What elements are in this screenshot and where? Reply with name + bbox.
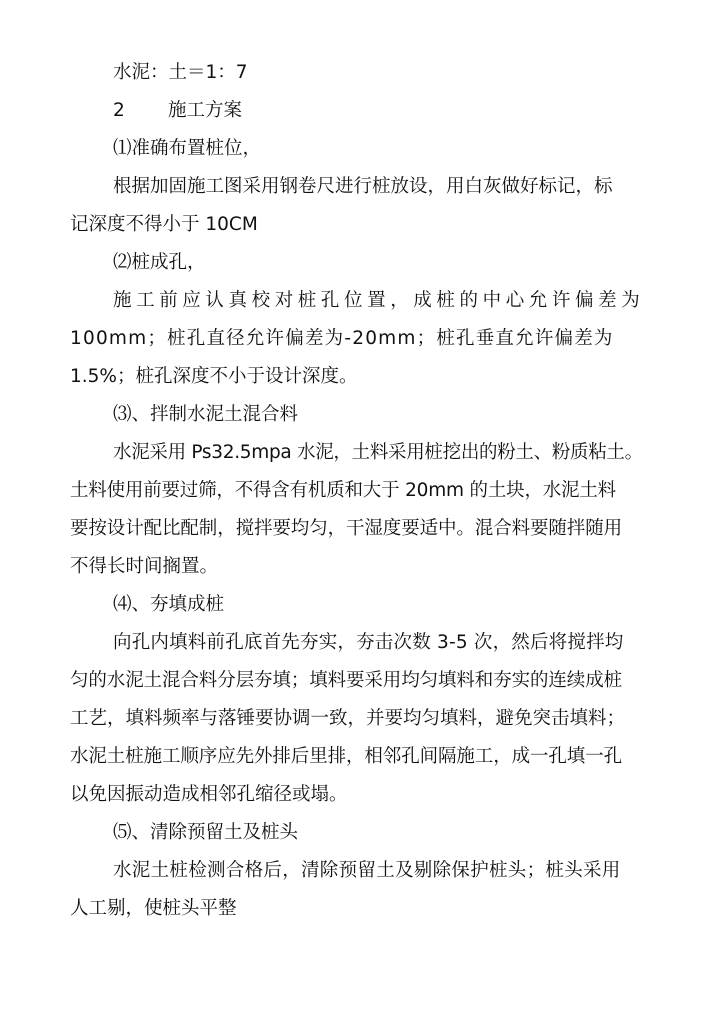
paragraph-line: 向孔内填料前孔底首先夯实，夯击次数 3-5 次，然后将搅拌均 (113, 632, 624, 653)
section-heading (113, 99, 242, 123)
paragraph-line: 不得长时间搁置。 (70, 556, 219, 577)
paragraph-line: 1.5%；桩孔深度不小于设计深度。 (70, 366, 358, 387)
paragraph-line: 水泥土桩施工顺序应先外排后里排，相邻孔间隔施工，成一孔填一孔 (70, 746, 623, 767)
paragraph-line: 匀的水泥土混合料分层夯填；填料要采用均匀填料和夯实的连续成桩 (70, 670, 623, 691)
section-number: 2 (113, 100, 125, 121)
step-5-heading: ⑸、清除预留土及桩头 (113, 822, 299, 843)
paragraph-line: 以免因振动造成相邻孔缩径或塌。 (70, 784, 348, 805)
step-2-heading: ⑵桩成孔， (113, 252, 206, 273)
paragraph-line: 水泥采用 Ps32.5mpa 水泥，土料采用桩挖出的粉土、粉质粘土。 (113, 442, 643, 463)
paragraph-line: 施工前应认真校对桩孔位置，成桩的中心允许偏差为 (113, 290, 645, 311)
paragraph-line: 土料使用前要过筛，不得含有机质和大于 20mm 的土块，水泥土料 (70, 480, 616, 501)
ratio-text: 水泥：土＝1：7 (113, 62, 248, 83)
step-3-heading: ⑶、拌制水泥土混合料 (113, 404, 299, 425)
paragraph-line: 人工剔，使桩头平整 (70, 898, 237, 919)
paragraph-line: 工艺，填料频率与落锤要协调一致，并要均匀填料，避免突击填料； (70, 708, 626, 729)
ratio-line (113, 61, 248, 85)
section-title: 施工方案 (168, 100, 243, 121)
step-4-heading: ⑷、夯填成桩 (113, 594, 225, 615)
paragraph-line: 100mm；桩孔直径允许偏差为-20mm；桩孔垂直允许偏差为 (70, 328, 614, 349)
paragraph-line: 要按设计配比配制，搅拌要均匀，干湿度要适中。混合料要随拌随用 (70, 518, 623, 539)
step-1-heading: ⑴准确布置桩位， (113, 138, 262, 159)
paragraph-line: 记深度不得小于 10CM (70, 214, 258, 235)
paragraph-line: 根据加固施工图采用钢卷尺进行桩放设，用白灰做好标记，标 (113, 176, 613, 197)
paragraph-line: 水泥土桩检测合格后，清除预留土及剔除保护桩头；桩头采用 (113, 860, 621, 881)
